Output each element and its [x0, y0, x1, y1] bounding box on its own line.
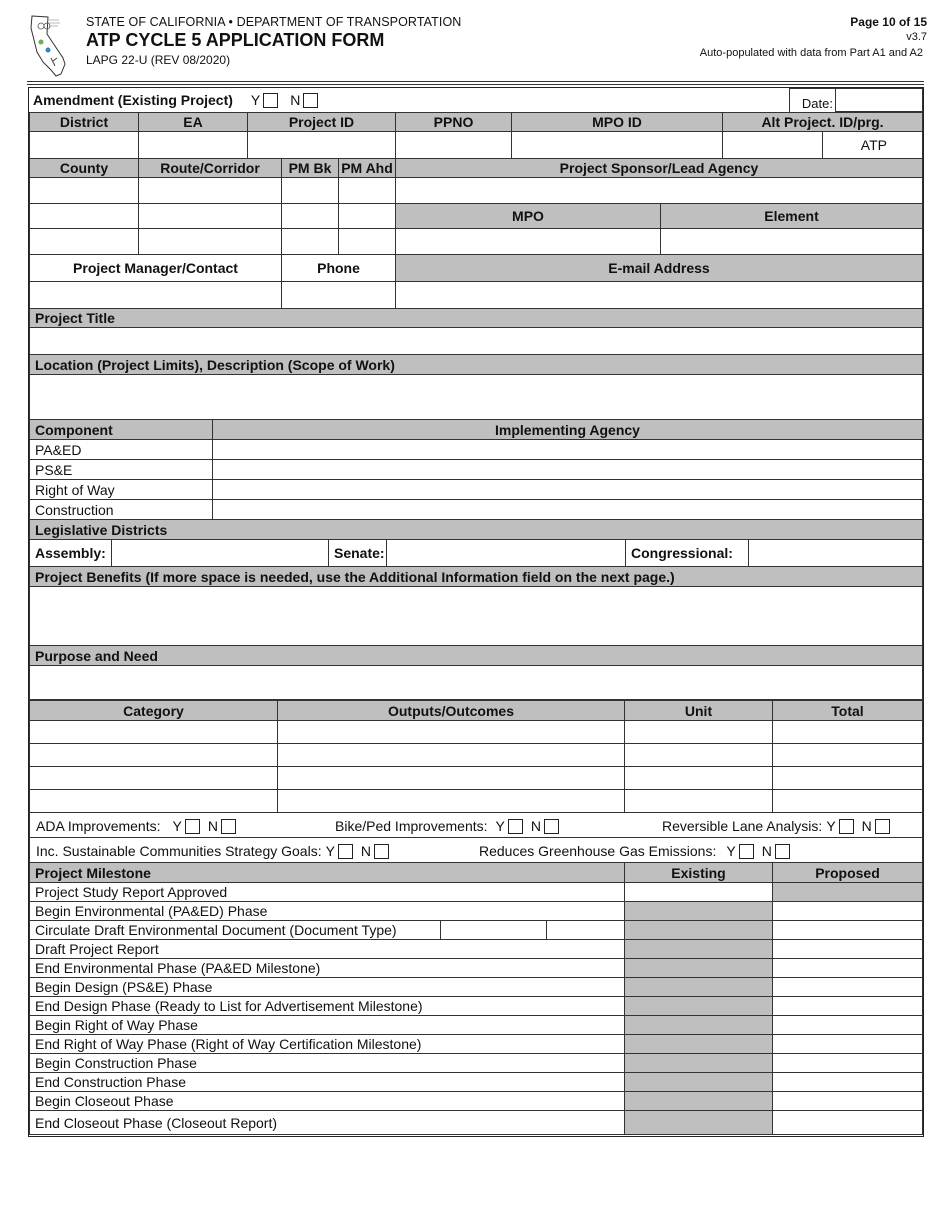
outcomes-field[interactable] — [277, 789, 625, 813]
category-field[interactable] — [29, 766, 278, 790]
form-number: LAPG 22-U (REV 08/2020) — [86, 53, 231, 67]
proposed-date-field[interactable] — [772, 977, 923, 997]
component-header: Component — [29, 419, 213, 440]
existing-date-shaded — [624, 1053, 773, 1073]
scs-yes-checkbox[interactable] — [338, 844, 353, 859]
document-type-field[interactable] — [546, 920, 625, 940]
total-header: Total — [772, 700, 923, 721]
purpose-need-header: Purpose and Need — [29, 645, 923, 666]
ada-label: ADA Improvements: — [36, 818, 161, 834]
existing-date-shaded — [624, 977, 773, 997]
bike-ped-no-checkbox[interactable] — [544, 819, 559, 834]
unit-field[interactable] — [624, 720, 773, 744]
pm-ahd-field[interactable] — [338, 203, 396, 229]
amendment-label: Amendment (Existing Project) — [33, 92, 233, 108]
phone-header: Phone — [281, 254, 396, 282]
district-field[interactable] — [29, 131, 139, 159]
application-form — [28, 87, 924, 1137]
milestone-label: End Closeout Phase (Closeout Report) — [29, 1110, 625, 1135]
milestone-label: Begin Design (PS&E) Phase — [29, 977, 625, 997]
email-field[interactable] — [395, 281, 923, 309]
category-header: Category — [29, 700, 278, 721]
amendment-yes-checkbox[interactable] — [263, 93, 278, 108]
milestone-header: Project Milestone — [29, 862, 625, 883]
department-name: STATE OF CALIFORNIA • DEPARTMENT OF TRANSPORTATION — [86, 15, 462, 29]
milestone-label: Begin Environmental (PA&ED) Phase — [29, 901, 625, 921]
alt-project-id-field[interactable] — [722, 131, 823, 159]
county-header: County — [29, 158, 139, 178]
route-field[interactable] — [138, 228, 282, 255]
county-field[interactable] — [29, 177, 139, 204]
unit-field[interactable] — [624, 766, 773, 790]
pm-bk-field[interactable] — [281, 177, 339, 204]
mpo-field[interactable] — [395, 228, 661, 255]
ada-yes-checkbox[interactable] — [185, 819, 200, 834]
milestone-label: Begin Right of Way Phase — [29, 1015, 625, 1035]
header-rule — [27, 84, 924, 85]
bike-ped-yes-checkbox[interactable] — [508, 819, 523, 834]
sponsor-field[interactable] — [395, 177, 923, 204]
y-label: Y — [826, 818, 836, 834]
ppno-header: PPNO — [395, 112, 512, 132]
assembly-label: Assembly: — [29, 539, 112, 567]
outcomes-header: Outputs/Outcomes — [277, 700, 625, 721]
congressional-field[interactable] — [748, 539, 923, 567]
implementing-agency-field[interactable] — [212, 439, 923, 460]
proposed-date-field[interactable] — [772, 1072, 923, 1092]
mpo-id-field[interactable] — [511, 131, 723, 159]
outcomes-field[interactable] — [277, 720, 625, 744]
category-field[interactable] — [29, 789, 278, 813]
y-label: Y — [495, 818, 505, 834]
element-field[interactable] — [660, 228, 923, 255]
ghg-label: Reduces Greenhouse Gas Emissions: — [479, 843, 717, 859]
proposed-date-field[interactable] — [772, 1015, 923, 1035]
ea-header: EA — [138, 112, 248, 132]
ghg-no-checkbox[interactable] — [775, 844, 790, 859]
existing-date-shaded — [624, 901, 773, 921]
project-id-header: Project ID — [247, 112, 396, 132]
n-label: N — [360, 843, 372, 859]
purpose-need-field[interactable] — [29, 665, 923, 700]
implementing-agency-field[interactable] — [212, 479, 923, 500]
milestone-label: Draft Project Report — [29, 939, 625, 959]
total-field[interactable] — [772, 743, 923, 767]
route-field[interactable] — [138, 177, 282, 204]
route-field[interactable] — [138, 203, 282, 229]
reversible-yes-checkbox[interactable] — [839, 819, 854, 834]
pm-bk-field[interactable] — [281, 203, 339, 229]
existing-date-field[interactable] — [624, 882, 773, 902]
implementing-agency-field[interactable] — [212, 499, 923, 520]
existing-date-shaded — [624, 1110, 773, 1135]
existing-date-shaded — [624, 1091, 773, 1111]
ada-no-checkbox[interactable] — [221, 819, 236, 834]
milestone-label: Project Study Report Approved — [29, 882, 625, 902]
document-type-field[interactable] — [440, 920, 547, 940]
milestone-label: Circulate Draft Environmental Document (Document Type) — [29, 920, 441, 940]
total-field[interactable] — [772, 766, 923, 790]
proposed-date-shaded — [772, 882, 923, 902]
pm-ahd-field[interactable] — [338, 177, 396, 204]
amendment-no-checkbox[interactable] — [303, 93, 318, 108]
implementing-agency-field[interactable] — [212, 459, 923, 480]
assembly-field[interactable] — [111, 539, 329, 567]
senate-field[interactable] — [386, 539, 626, 567]
amendment-n-label: N — [290, 92, 301, 108]
component-item: Right of Way — [29, 479, 213, 500]
element-header: Element — [660, 203, 923, 229]
california-atp-logo — [29, 14, 71, 78]
existing-date-shaded — [624, 1015, 773, 1035]
n-label: N — [530, 818, 541, 834]
county-field[interactable] — [29, 228, 139, 255]
existing-header: Existing — [624, 862, 773, 883]
bike-ped-label: Bike/Ped Improvements: — [335, 818, 488, 834]
implementing-agency-header: Implementing Agency — [212, 419, 923, 440]
y-label: Y — [172, 818, 182, 834]
milestone-label: End Right of Way Phase (Right of Way Certification Milestone) — [29, 1034, 625, 1054]
unit-field[interactable] — [624, 789, 773, 813]
milestone-label: End Design Phase (Ready to List for Advertisement Milestone) — [29, 996, 625, 1016]
district-header: District — [29, 112, 139, 132]
unit-header: Unit — [624, 700, 773, 721]
project-benefits-field[interactable] — [29, 586, 923, 646]
component-item: PA&ED — [29, 439, 213, 460]
date-field[interactable] — [835, 88, 923, 112]
scs-label: Inc. Sustainable Communities Strategy Goals: — [36, 843, 322, 859]
alt-project-id-header: Alt Project. ID/prg. — [722, 112, 923, 132]
proposed-date-field[interactable] — [772, 1110, 923, 1135]
component-item: Construction — [29, 499, 213, 520]
milestone-label: Begin Closeout Phase — [29, 1091, 625, 1111]
route-corridor-header: Route/Corridor — [138, 158, 282, 178]
mpo-header: MPO — [395, 203, 661, 229]
date-label: Date: — [789, 88, 835, 112]
auto-populated-note: Auto-populated with data from Part A1 and A2 — [699, 47, 923, 59]
n-label: N — [207, 818, 218, 834]
ppno-field[interactable] — [395, 131, 512, 159]
amendment-row — [33, 89, 322, 111]
header-rule — [27, 81, 924, 82]
total-field[interactable] — [772, 789, 923, 813]
manager-header: Project Manager/Contact — [29, 254, 282, 282]
reversible-no-checkbox[interactable] — [875, 819, 890, 834]
amendment-y-label: Y — [250, 92, 261, 108]
reversible-label: Reversible Lane Analysis: — [662, 818, 823, 834]
total-field[interactable] — [772, 720, 923, 744]
proposed-date-field[interactable] — [772, 1053, 923, 1073]
version: v3.7 — [906, 31, 927, 43]
project-title-field[interactable] — [29, 327, 923, 355]
outcomes-field[interactable] — [277, 766, 625, 790]
page-number: Page 10 of 15 — [850, 15, 927, 29]
proposed-date-field[interactable] — [772, 901, 923, 921]
existing-date-shaded — [624, 939, 773, 959]
y-label: Y — [726, 843, 736, 859]
n-label: N — [861, 818, 872, 834]
existing-date-shaded — [624, 958, 773, 978]
email-header: E-mail Address — [395, 254, 923, 282]
ghg-reduction — [479, 841, 794, 861]
congressional-label: Congressional: — [625, 539, 749, 567]
existing-date-shaded — [624, 1034, 773, 1054]
n-label: N — [761, 843, 772, 859]
pm-bk-header: PM Bk — [281, 158, 339, 178]
milestone-label: End Construction Phase — [29, 1072, 625, 1092]
form-header — [0, 0, 950, 82]
ada-improvements — [36, 816, 240, 836]
ghg-yes-checkbox[interactable] — [739, 844, 754, 859]
category-field[interactable] — [29, 720, 278, 744]
category-field[interactable] — [29, 743, 278, 767]
pm-ahd-header: PM Ahd — [338, 158, 396, 178]
legislative-districts-header: Legislative Districts — [29, 519, 923, 540]
ea-field[interactable] — [138, 131, 248, 159]
mpo-id-header: MPO ID — [511, 112, 723, 132]
program-field: ATP — [822, 131, 923, 159]
location-description-header: Location (Project Limits), Description (Scope of Work) — [29, 354, 923, 375]
pm-bk-field[interactable] — [281, 228, 339, 255]
existing-date-shaded — [624, 996, 773, 1016]
scs-no-checkbox[interactable] — [374, 844, 389, 859]
milestone-label: End Environmental Phase (PA&ED Milestone) — [29, 958, 625, 978]
y-label: Y — [325, 843, 335, 859]
proposed-date-field[interactable] — [772, 1034, 923, 1054]
pm-ahd-field[interactable] — [338, 228, 396, 255]
existing-date-shaded — [624, 920, 773, 940]
proposed-date-field[interactable] — [772, 1091, 923, 1111]
existing-date-shaded — [624, 1072, 773, 1092]
outcomes-field[interactable] — [277, 743, 625, 767]
proposed-date-field[interactable] — [772, 958, 923, 978]
sponsor-header: Project Sponsor/Lead Agency — [395, 158, 923, 178]
component-item: PS&E — [29, 459, 213, 480]
reversible-lane-analysis — [662, 816, 894, 836]
form-title: ATP CYCLE 5 APPLICATION FORM — [86, 30, 385, 50]
senate-label: Senate: — [328, 539, 387, 567]
project-benefits-header: Project Benefits (If more space is needed, use the Additional Information field on the next page.) — [29, 566, 923, 587]
proposed-date-field[interactable] — [772, 920, 923, 940]
county-field[interactable] — [29, 203, 139, 229]
phone-field[interactable] — [281, 281, 396, 309]
location-description-field[interactable] — [29, 374, 923, 420]
project-id-field[interactable] — [247, 131, 396, 159]
scs-goals — [36, 841, 393, 861]
proposed-header: Proposed — [772, 862, 923, 883]
proposed-date-field[interactable] — [772, 996, 923, 1016]
bike-ped-improvements — [335, 816, 563, 836]
proposed-date-field[interactable] — [772, 939, 923, 959]
manager-field[interactable] — [29, 281, 282, 309]
unit-field[interactable] — [624, 743, 773, 767]
milestone-label: Begin Construction Phase — [29, 1053, 625, 1073]
project-title-header: Project Title — [29, 308, 923, 328]
